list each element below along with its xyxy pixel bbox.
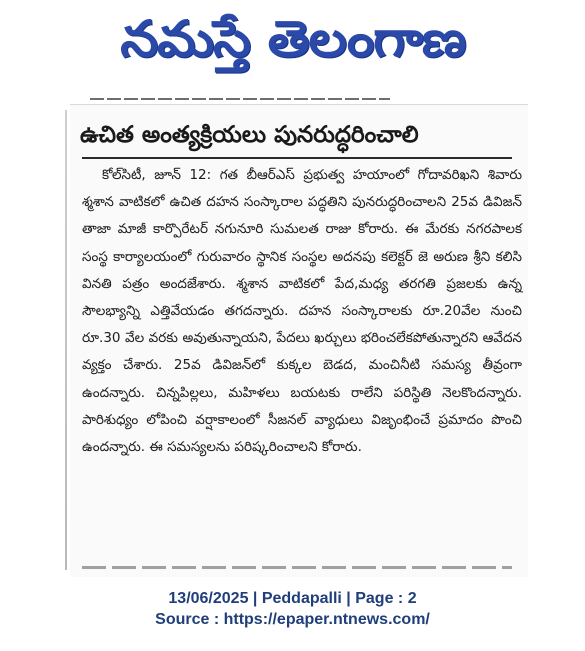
- source-link[interactable]: Source : https://epaper.ntnews.com/: [155, 611, 430, 628]
- article-headline: ఉచిత అంత్యక్రియలు పునరుద్ధరించాలి: [80, 122, 419, 148]
- headline-underline: [82, 157, 512, 159]
- masthead: [0, 6, 585, 72]
- newspaper-logo: నమస్తే తెలంగాణ: [119, 10, 466, 68]
- date-edition-page: 13/06/2025 | Peddapalli | Page : 2: [168, 590, 417, 607]
- clipping-cut-edge: [82, 566, 512, 569]
- article-body: కోల్‌సిటీ, జూన్ 12: గత బీఆర్ఎస్ ప్రభుత్వ హయాంలో గోదావరిఖని శివారు శ్మశాన వాటికలో ఉచిత దహన సంస్కారాల పద్ధతిని పునరుద్ధరించాలని 25వ డివిజన్ తాజా మాజీ కార్పొరేటర్ నగునూరి సుమలత రాజు కోరారు. ఈ మేరకు నగరపాలక సంస్థ కార్యాలయంలో గురువారం స్థానిక సంస్థల అదనపు కలెక్టర్ జె అరుణ శ్రీని కలిసి వినతి పత్రం అందజేశారు. శ్మశాన వాటికలో పేద,మధ్య తరగతి ప్రజలకు ఉన్న సౌలభ్యాన్ని ఎత్తివేయడం తగదన్నారు. దహన సంస్కారాలకు రూ.20వేల నుంచి రూ.30 వేల వరకు అవుతున్నాయని, పేదలు ఖర్చులు భరించలేకపోతున్నారని ఆవేదన వ్యక్తం చేశారు. 25వ డివిజన్‌లో కుక్కల బెడద, మంచినీటి సమస్య తీవ్రంగా ఉందన్నారు. చిన్నపిల్లలు, మహిళలు బయటకు రాలేని పరిస్థితి నెలకొందన్నారు. పారిశుధ్యం లోపించి వర్షాకాలంలో సీజనల్ వ్యాధులు విజృంభించే ప్రమాదం పొంచి ఉందన్నారు. ఈ సమస్యలను పరిష్కరించాలని కోరారు.: [82, 167, 522, 456]
- clipping-footer: [0, 588, 585, 630]
- masthead-divider: [90, 98, 390, 100]
- column-edge: [65, 110, 67, 570]
